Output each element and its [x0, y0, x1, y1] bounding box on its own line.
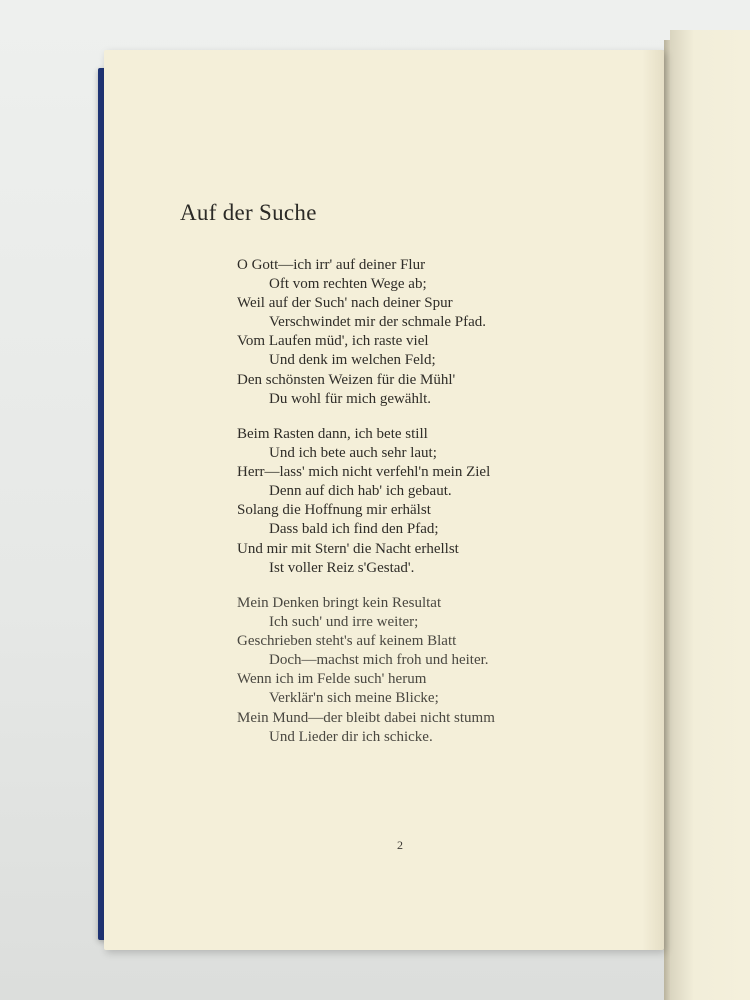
poem-line: Geschrieben steht's auf keinem Blatt — [237, 633, 457, 650]
poem-line: Ich such' und irre weiter; — [269, 614, 419, 631]
poem-line: O Gott—ich irr' auf deiner Flur — [237, 257, 426, 273]
poem-line: Und Lieder dir ich schicke. — [269, 728, 433, 745]
poem-line: Mein Mund—der bleibt dabei nicht stumm — [237, 709, 495, 726]
poem-line: Und ich bete auch sehr laut; — [269, 445, 437, 462]
poem-line: Solang die Hoffnung mir erhälst — [237, 502, 431, 519]
poem-line: Du wohl für mich gewählt. — [269, 390, 432, 407]
stanza-2 — [237, 425, 577, 578]
poem-title: Auf der Suche — [180, 200, 317, 225]
poem-line: Ist voller Reiz s'Gestad'. — [269, 559, 415, 576]
right-page-edge — [670, 30, 750, 1000]
poem-line: Mein Denken bringt kein Resultat — [237, 595, 442, 611]
poem-line: Denn auf dich hab' ich gebaut. — [269, 483, 452, 500]
stanza-1 — [237, 256, 577, 409]
page-number: 2 — [397, 838, 403, 852]
poem-line: Verschwindet mir der schmale Pfad. — [269, 314, 487, 331]
poem-line: Herr—lass' mich nicht verfehl'n mein Ziel — [237, 464, 491, 481]
poem-line: Den schönsten Weizen für die Mühl' — [237, 371, 456, 388]
poem-line: Und denk im welchen Feld; — [269, 352, 436, 369]
poem-line: Doch—machst mich froh und heiter. — [269, 652, 489, 669]
poem-line: Wenn ich im Felde such' herum — [237, 671, 427, 688]
poem-line: Dass bald ich find den Pfad; — [269, 521, 439, 538]
poem-line: Beim Rasten dann, ich bete still — [237, 426, 428, 442]
poem-line: Vom Laufen müd', ich raste viel — [237, 333, 429, 350]
poem-line: Weil auf der Such' nach deiner Spur — [237, 295, 453, 312]
poem-line: Oft vom rechten Wege ab; — [269, 276, 427, 293]
stanza-3 — [237, 594, 577, 747]
poem-line: Verklär'n sich meine Blicke; — [269, 690, 439, 707]
poem-line: Und mir mit Stern' die Nacht erhellst — [237, 540, 459, 557]
